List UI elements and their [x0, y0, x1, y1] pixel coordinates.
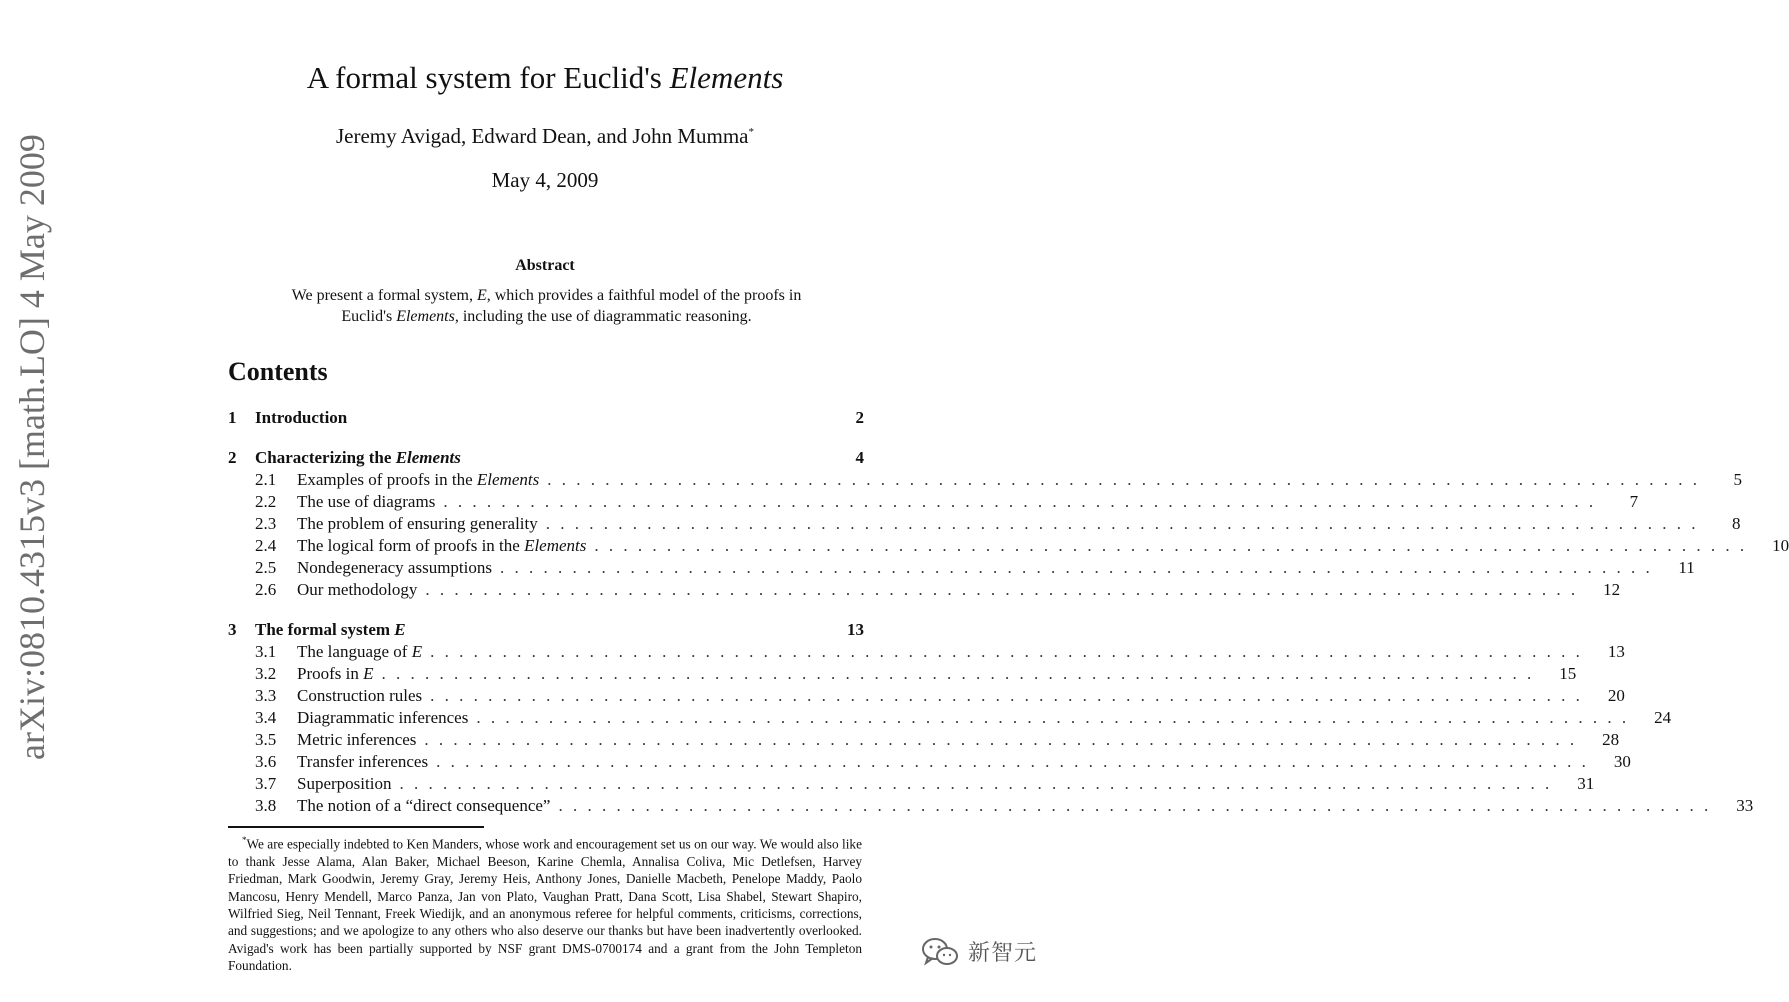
toc-number: 1	[228, 408, 237, 427]
toc-subsection[interactable]	[228, 685, 1625, 707]
toc-title	[297, 469, 539, 491]
abstract-text	[274, 285, 819, 327]
toc-subsection[interactable]	[228, 513, 1741, 535]
toc-title-text: The language of	[297, 642, 412, 661]
toc-title	[255, 407, 347, 429]
toc-dot-leader: . . . . . . . . . . . . . . . . . . . . . . . . . . . . . . . . . . . . . . . . . . . . . . . . . . . . . . . . . . . . . . . . . . . . . . . . . . . . . . . .	[545, 514, 1699, 533]
toc-dot-leader: . . . . . . . . . . . . . . . . . . . . . . . . . . . . . . . . . . . . . . . . . . . . . . . . . . . . . . . . . . . . . . . . . . . . . . . . . . . . . . . .	[381, 664, 1535, 683]
toc-page-number: 8	[1732, 514, 1741, 533]
toc-subsection[interactable]	[228, 491, 1639, 513]
toc-title-text: The notion of a “direct consequence”	[297, 796, 551, 815]
paper-date: May 4, 2009	[491, 168, 599, 192]
toc-subsection[interactable]	[228, 469, 1742, 491]
toc-title-italic: E	[394, 620, 406, 639]
arxiv-margin-stamp: arXiv:0810.4315v3 [math.LO] 4 May 2009	[12, 134, 52, 760]
toc-dot-leader: . . . . . . . . . . . . . . . . . . . . . . . . . . . . . . . . . . . . . . . . . . . . . . . . . . . . . . . . . . . . . . . . . . . . . . . . . . . . . . . .	[476, 708, 1630, 727]
toc-dot-leader: . . . . . . . . . . . . . . . . . . . . . . . . . . . . . . . . . . . . . . . . . . . . . . . . . . . . . . . . . . . . . . . . . . . . . . . . . . . . . . . .	[594, 536, 1748, 555]
footnote-text: We are especially indebted to Ken Manders, whose work and encouragement set us on our way. We would also like to thank Jesse Alama, Alan Baker, Michael Beeson, Karine Chemla, Annalisa Coliva, Mic Detlefsen, Harvey Friedman, Mark Goodwin, Jeremy Gray, Jeremy Heis, Anthony Jones, Danielle Macbeth, Penelope Maddy, Paolo Mancosu, Henry Mendell, Marco Panza, Jan von Plato, Vaughan Pratt, Dana Scott, Lisa Shabel, Stewart Shapiro, Wilfried Sieg, Neil Tennant, Freek Wiedijk, and an anonymous referee for helpful comments, criticisms, corrections, and suggestions; and we apologize to any others who also deserve our thanks but have been inadvertently overlooked. Avigad's work has been partially supported by NSF grant DMS-0700174 and a grant from the John Templeton Foundation.	[228, 836, 862, 974]
toc-dot-leader: . . . . . . . . . . . . . . . . . . . . . . . . . . . . . . . . . . . . . . . . . . . . . . . . . . . . . . . . . . . . . . . . . . . . . . . . . . . . . . . .	[399, 774, 1553, 793]
footnote-mark: *	[242, 835, 247, 845]
toc-page-number: 11	[1678, 558, 1695, 577]
toc-title	[297, 641, 422, 663]
toc-subsection[interactable]	[228, 557, 1695, 579]
author-names: Jeremy Avigad, Edward Dean, and John Mumma	[335, 124, 749, 148]
toc-title-text: Introduction	[255, 408, 348, 427]
toc-dot-leader: . . . . . . . . . . . . . . . . . . . . . . . . . . . . . . . . . . . . . . . . . . . . . . . . . . . . . . . . . . . . . . . . . . . . . . . . . . . . . . . .	[558, 796, 1712, 815]
toc-subsection[interactable]	[228, 751, 1631, 773]
toc-title	[297, 729, 416, 751]
toc-number: 2.2	[255, 492, 277, 511]
toc-title-text: Nondegeneracy assumptions	[297, 558, 492, 577]
title-italic: Elements	[669, 60, 784, 95]
toc-title-italic: Elements	[395, 448, 461, 467]
toc-page-number: 15	[1559, 664, 1577, 683]
toc-subsection[interactable]	[228, 535, 1789, 557]
toc-page-number: 10	[1772, 536, 1789, 555]
footnote-rule	[228, 826, 484, 828]
toc-title	[297, 751, 428, 773]
toc-page-number: 7	[1629, 492, 1639, 511]
toc-subsection[interactable]	[228, 729, 1620, 751]
toc-title	[297, 579, 417, 601]
abstract-part2: , which provides a faithful model of the proofs in Euclid's	[341, 287, 802, 325]
toc-page-number: 31	[1577, 774, 1595, 793]
toc-dot-leader: . . . . . . . . . . . . . . . . . . . . . . . . . . . . . . . . . . . . . . . . . . . . . . . . . . . . . . . . . . . . . . . . . . . . . . . . . . . . . . . .	[424, 730, 1578, 749]
toc-title-text: Transfer inferences	[297, 752, 429, 771]
toc-title-text: Characterizing the	[255, 448, 396, 467]
toc-title-text: The logical form of proofs in the	[297, 536, 525, 555]
toc-dot-leader: . . . . . . . . . . . . . . . . . . . . . . . . . . . . . . . . . . . . . . . . . . . . . . . . . . . . . . . . . . . . . . . . . . . . . . . . . . . . . . . .	[499, 558, 1653, 577]
toc-number: 2.6	[255, 580, 277, 599]
toc-subsection[interactable]	[228, 641, 1625, 663]
toc-page-number: 33	[1736, 796, 1754, 815]
toc-title-text: Construction rules	[297, 686, 423, 705]
toc-subsection[interactable]	[228, 795, 1754, 817]
toc-page-number: 13	[1607, 642, 1625, 661]
title-plain: A formal system for Euclid's	[306, 60, 662, 95]
toc-dot-leader: . . . . . . . . . . . . . . . . . . . . . . . . . . . . . . . . . . . . . . . . . . . . . . . . . . . . . . . . . . . . . . . . . . . . . . . . . . . . . . . .	[430, 642, 1583, 661]
toc-number: 3.7	[255, 774, 277, 793]
toc-subsection[interactable]	[228, 773, 1595, 795]
toc-number: 3.3	[255, 686, 277, 705]
toc-number: 3.1	[255, 642, 277, 661]
toc-title	[297, 685, 422, 707]
abstract-part1: We present a formal system,	[291, 287, 477, 304]
toc-page-number: 24	[1654, 708, 1672, 727]
watermark-text: 新智元	[968, 941, 1038, 966]
toc-number: 3.2	[255, 664, 277, 683]
toc-number: 3.6	[255, 752, 277, 771]
toc-page-number: 13	[847, 620, 864, 639]
toc-page-number: 30	[1613, 752, 1631, 771]
toc-title-text: The use of diagrams	[297, 492, 436, 511]
toc-title-text: The problem of ensuring generality	[297, 514, 538, 533]
toc-page-number: 4	[855, 448, 864, 467]
toc-dot-leader: . . . . . . . . . . . . . . . . . . . . . . . . . . . . . . . . . . . . . . . . . . . . . . . . . . . . . . . . . . . . . . . . . . . . . . . . . . . . . . . .	[547, 470, 1700, 489]
toc-title-italic: E	[363, 664, 374, 683]
toc-number: 3.4	[255, 708, 277, 727]
toc-dot-leader: . . . . . . . . . . . . . . . . . . . . . . . . . . . . . . . . . . . . . . . . . . . . . . . . . . . . . . . . . . . . . . . . . . . . . . . . . . . . . . . .	[430, 686, 1583, 705]
toc-title-italic: E	[411, 642, 423, 661]
toc-title-text: The formal system	[255, 620, 395, 639]
toc-page-number: 12	[1603, 580, 1621, 599]
toc-page-number: 5	[1733, 470, 1742, 489]
toc-title	[297, 707, 468, 729]
toc-number: 2.3	[255, 514, 277, 533]
toc-title-text: Superposition	[297, 774, 392, 793]
watermark	[920, 936, 1037, 967]
toc-title-text: Metric inferences	[297, 730, 417, 749]
toc-title-text: Diagrammatic inferences	[297, 708, 469, 727]
toc-title	[297, 491, 435, 513]
toc-subsection[interactable]	[228, 579, 1621, 601]
abstract-e: E	[476, 287, 487, 304]
toc-page-number: 2	[855, 408, 864, 427]
paper-title	[200, 60, 890, 96]
abstract-elements: Elements	[396, 308, 455, 325]
toc-title	[297, 535, 586, 557]
toc-title	[297, 513, 538, 535]
toc-title	[297, 795, 550, 817]
toc-number: 2.1	[255, 470, 277, 489]
toc-number: 3.8	[255, 796, 277, 815]
toc-title-text: Examples of proofs in the	[297, 470, 477, 489]
toc-title-italic: Elements	[524, 536, 587, 555]
toc-title-italic: Elements	[476, 470, 540, 489]
toc-dot-leader: . . . . . . . . . . . . . . . . . . . . . . . . . . . . . . . . . . . . . . . . . . . . . . . . . . . . . . . . . . . . . . . . . . . . . . . . . . . . . . . .	[436, 752, 1589, 771]
toc-number: 2	[228, 448, 237, 467]
toc-dot-leader: . . . . . . . . . . . . . . . . . . . . . . . . . . . . . . . . . . . . . . . . . . . . . . . . . . . . . . . . . . . . . . . . . . . . . . . . . . . . . . . .	[443, 492, 1597, 511]
paper-authors	[200, 124, 890, 149]
toc-section[interactable]	[228, 447, 864, 469]
toc-title	[297, 557, 492, 579]
abstract-heading: Abstract	[515, 257, 575, 274]
toc-section[interactable]	[228, 619, 864, 641]
table-of-contents	[228, 403, 1789, 817]
toc-number: 3	[228, 620, 237, 639]
toc-title	[255, 619, 406, 641]
toc-number: 2.4	[255, 536, 277, 555]
toc-subsection[interactable]	[228, 707, 1672, 729]
toc-dot-leader: . . . . . . . . . . . . . . . . . . . . . . . . . . . . . . . . . . . . . . . . . . . . . . . . . . . . . . . . . . . . . . . . . . . . . . . . . . . . . . . .	[425, 580, 1579, 599]
toc-page-number: 28	[1602, 730, 1620, 749]
abstract-part3: , including the use of diagrammatic reasoning.	[454, 308, 752, 325]
toc-number: 3.5	[255, 730, 277, 749]
contents-heading: Contents	[228, 357, 328, 386]
toc-section[interactable]	[228, 407, 864, 429]
author-footnote-mark: *	[748, 126, 754, 138]
toc-title	[297, 663, 374, 685]
toc-title-text: Proofs in	[297, 664, 364, 683]
toc-title	[297, 773, 391, 795]
toc-title-text: Our methodology	[297, 580, 418, 599]
toc-title	[255, 447, 461, 469]
toc-subsection[interactable]	[228, 663, 1577, 685]
toc-page-number: 20	[1607, 686, 1625, 705]
footnote	[228, 832, 862, 975]
wechat-icon	[920, 937, 960, 967]
toc-number: 2.5	[255, 558, 277, 577]
